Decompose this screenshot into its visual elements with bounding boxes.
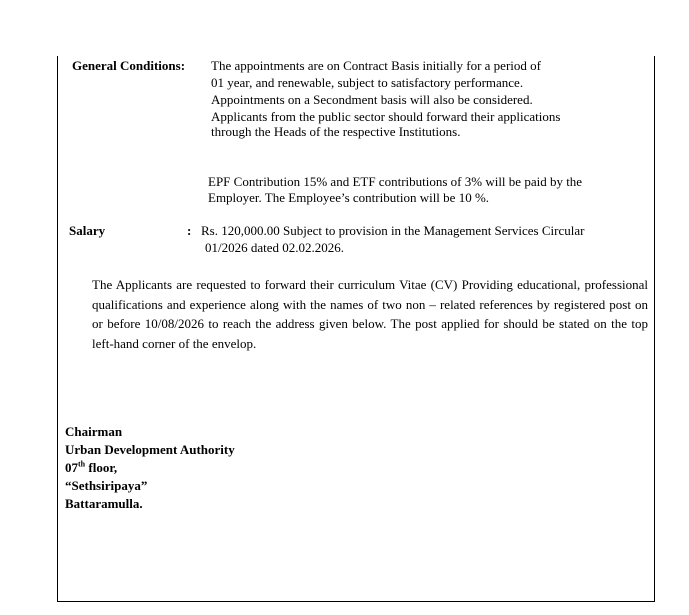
epf-line: Employer. The Employee’s contribution will be 10 %. — [208, 190, 490, 205]
address-line: Battaramulla. — [65, 496, 143, 511]
salary-line: Rs. 120,000.00 Subject to provision in the Management Services Circular — [201, 223, 585, 238]
address-line — [65, 459, 117, 477]
epf-line: EPF Contribution 15% and ETF contributions of 3% will be paid by the — [208, 174, 583, 189]
general-conditions-line: through the Heads of the respective Institutions. — [211, 124, 461, 139]
application-paragraph: The Applicants are requested to forward their curriculum Vitae (CV) Providing educational, professional qualifications and experience along with the names of two non – related references by registered post on or before 10/08/2026 to reach the address given below. The post applied for should be stated on the top left-hand corner of the envelop. — [92, 277, 648, 351]
general-conditions-line: Applicants from the public sector should forward their applications — [211, 109, 561, 124]
floor-text: floor, — [85, 460, 118, 475]
general-conditions-line: Appointments on a Secondment basis will also be considered. — [211, 92, 533, 107]
general-conditions-label: General Conditions: — [72, 58, 186, 73]
general-conditions-line: 01 year, and renewable, subject to satisfactory performance. — [211, 75, 524, 90]
address-line: Urban Development Authority — [65, 442, 235, 457]
salary-colon: : — [187, 223, 192, 238]
floor-suffix: th — [78, 459, 86, 469]
address-line: “Sethsiripaya” — [65, 478, 148, 493]
address-line: Chairman — [65, 424, 123, 439]
floor-number: 07 — [65, 460, 78, 475]
general-conditions-line: The appointments are on Contract Basis initially for a period of — [211, 58, 541, 73]
salary-label: Salary — [69, 223, 106, 238]
salary-line: 01/2026 dated 02.02.2026. — [205, 240, 345, 255]
